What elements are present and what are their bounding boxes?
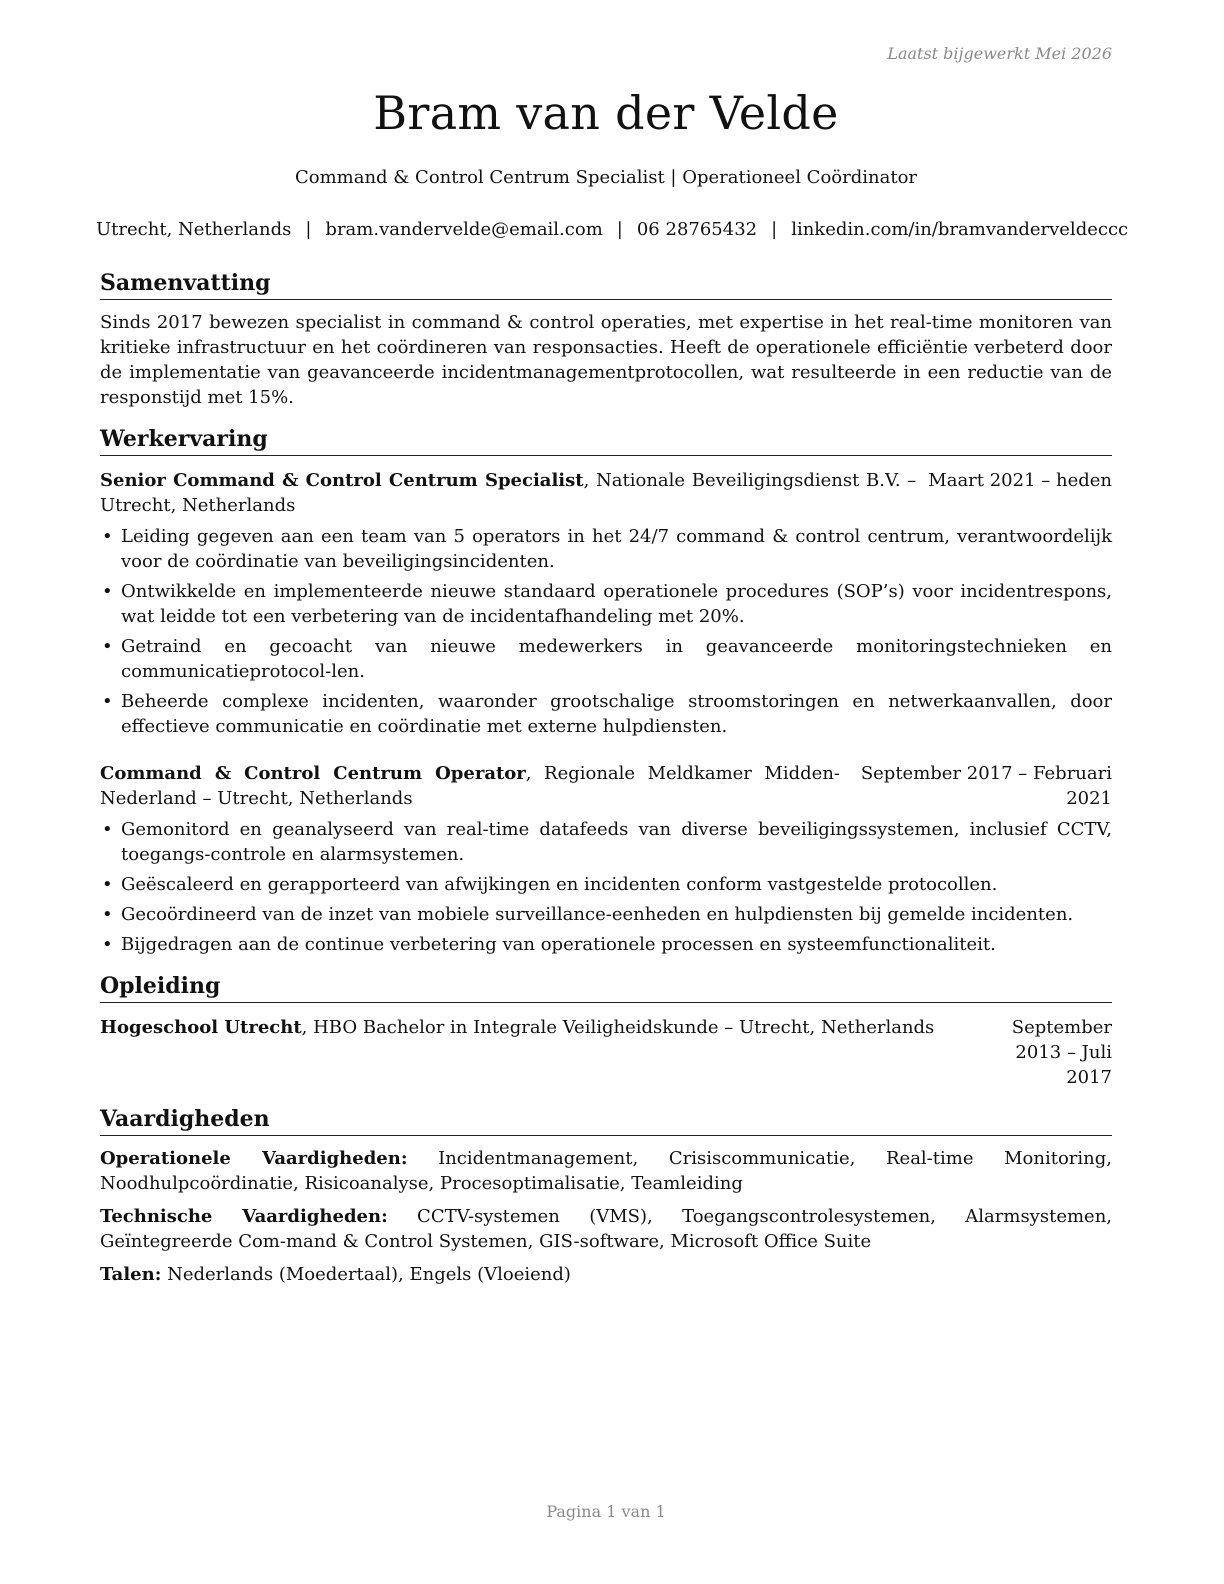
- skill-label: Operationele Vaardigheden:: [100, 1148, 408, 1169]
- education-header: [100, 1015, 1112, 1090]
- skill-group: [100, 1146, 1112, 1196]
- job-entry: [100, 468, 1112, 739]
- job-dates: Maart 2021 – heden: [928, 470, 1112, 491]
- summary-text: Sinds 2017 bewezen specialist in command & control operaties, met expertise in het real-time monitoren van kritieke infrastructuur en het coördineren van responsacties. Heeft de operationele efficiëntie verbeterd door de implementatie van geavanceerde incidentmanagementprotocollen, wat resulteerde in een reductie van de responstijd met 15%.: [100, 312, 1112, 408]
- resume-page: [96, 0, 1129, 1584]
- contact-email[interactable]: bram.vandervelde@email.com: [325, 219, 603, 240]
- job-header: [100, 761, 1112, 811]
- job-bullet: • Bijgedragen aan de continue verbetering van operationele processen en systeemfunctionaliteit.: [100, 932, 1112, 957]
- skill-group: [100, 1204, 1112, 1254]
- contact-location: Utrecht, Netherlands: [96, 219, 292, 240]
- education-entry: [100, 1015, 1112, 1090]
- contact-linkedin[interactable]: linkedin.com/in/bramvanderveldeccc: [791, 219, 1129, 240]
- job-role: Command & Control Centrum Operator: [100, 763, 526, 784]
- skill-value: CCTV-systemen (VMS), Toegangscontrolesystemen, Alarmsystemen, Geïntegreerde Com-mand & Control Systemen, GIS-software, Microsoft Office Suite: [100, 1206, 1113, 1252]
- skill-group: [100, 1262, 1112, 1287]
- job-bullet: • Beheerde complexe incidenten, waaronder grootschalige stroomstoringen en netwerkaanvallen, door effectieve communicatie en coördinatie met externe hulpdiensten.: [100, 689, 1112, 739]
- job-bullet: • Gecoördineerd van de inzet van mobiele surveillance-eenheden en hulpdiensten bij gemelde incidenten.: [100, 902, 1112, 927]
- skill-label: Talen:: [100, 1264, 162, 1285]
- education-degree: , HBO Bachelor in Integrale Veiligheidskunde – Utrecht, Netherlands: [301, 1017, 935, 1038]
- job-title-line: [100, 468, 928, 518]
- job-bullet: • Leiding gegeven aan een team van 5 operators in het 24/7 command & control centrum, verantwoordelijk voor de coördinatie van beveiligingsincidenten.: [100, 524, 1112, 574]
- contact-phone: 06 28765432: [636, 219, 758, 240]
- education-line: [100, 1015, 972, 1040]
- job-entry: [100, 761, 1112, 957]
- education-dates: September 2013 – Juli 2017: [1011, 1017, 1112, 1088]
- job-title-line: [100, 761, 852, 811]
- contact-line: [96, 219, 1129, 240]
- section-title-education: Opleiding: [100, 971, 1112, 1003]
- job-organization: , Nationale Beveiligingsdienst B.V. – Utrecht, Netherlands: [100, 470, 917, 516]
- job-role: Senior Command & Control Centrum Specialist: [100, 470, 584, 491]
- summary-section: [100, 268, 1112, 410]
- skills-section: [100, 1104, 1112, 1287]
- job-bullet: • Getraind en gecoacht van nieuwe medewerkers in geavanceerde monitoringstechnieken en communicatieprotocol-len.: [100, 634, 1112, 684]
- job-bullet: • Ontwikkelde en implementeerde nieuwe standaard operationele procedures (SOP’s) voor incidentrespons, wat leidde tot een verbetering van de incidentafhandeling met 20%.: [100, 579, 1112, 629]
- resume-content: [100, 268, 1112, 1301]
- section-title-skills: Vaardigheden: [100, 1104, 1112, 1136]
- job-bullet: • Gemonitord en geanalyseerd van real-time datafeeds van diverse beveiligingssystemen, inclusief CCTV, toegangs-controle en alarmsystemen.: [100, 817, 1112, 867]
- candidate-name: Bram van der Velde: [373, 86, 839, 140]
- job-header: [100, 468, 1112, 518]
- last-updated: Laatst bijgewerkt Mei 2026: [887, 44, 1112, 63]
- skill-label: Technische Vaardigheden:: [100, 1206, 388, 1227]
- job-organization: , Regionale Meldkamer Midden-Nederland – Utrecht, Netherlands: [100, 763, 840, 809]
- candidate-subtitle: Command & Control Centrum Specialist | Operationeel Coördinator: [294, 167, 918, 188]
- job-dates: September 2017 – Februari 2021: [860, 763, 1112, 809]
- experience-section: [100, 424, 1112, 957]
- job-bullets: [100, 524, 1112, 739]
- section-title-summary: Samenvatting: [100, 268, 1112, 300]
- education-section: [100, 971, 1112, 1090]
- page-number: Pagina 1 van 1: [546, 1502, 666, 1521]
- section-title-experience: Werkervaring: [100, 424, 1112, 456]
- skill-value: Nederlands (Moedertaal), Engels (Vloeiend): [161, 1264, 571, 1285]
- job-bullet: • Geëscaleerd en gerapporteerd van afwijkingen en incidenten conform vastgestelde protocollen.: [100, 872, 1112, 897]
- job-bullets: [100, 817, 1112, 957]
- education-school: Hogeschool Utrecht: [100, 1017, 302, 1038]
- contact-separator: |: [616, 219, 623, 240]
- contact-separator: |: [305, 219, 312, 240]
- skill-value: Incidentmanagement, Crisiscommunicatie, Real-time Monitoring, Noodhulpcoördinatie, Risicoanalyse, Procesoptimalisatie, Teamleiding: [100, 1148, 1112, 1194]
- contact-separator: |: [771, 219, 778, 240]
